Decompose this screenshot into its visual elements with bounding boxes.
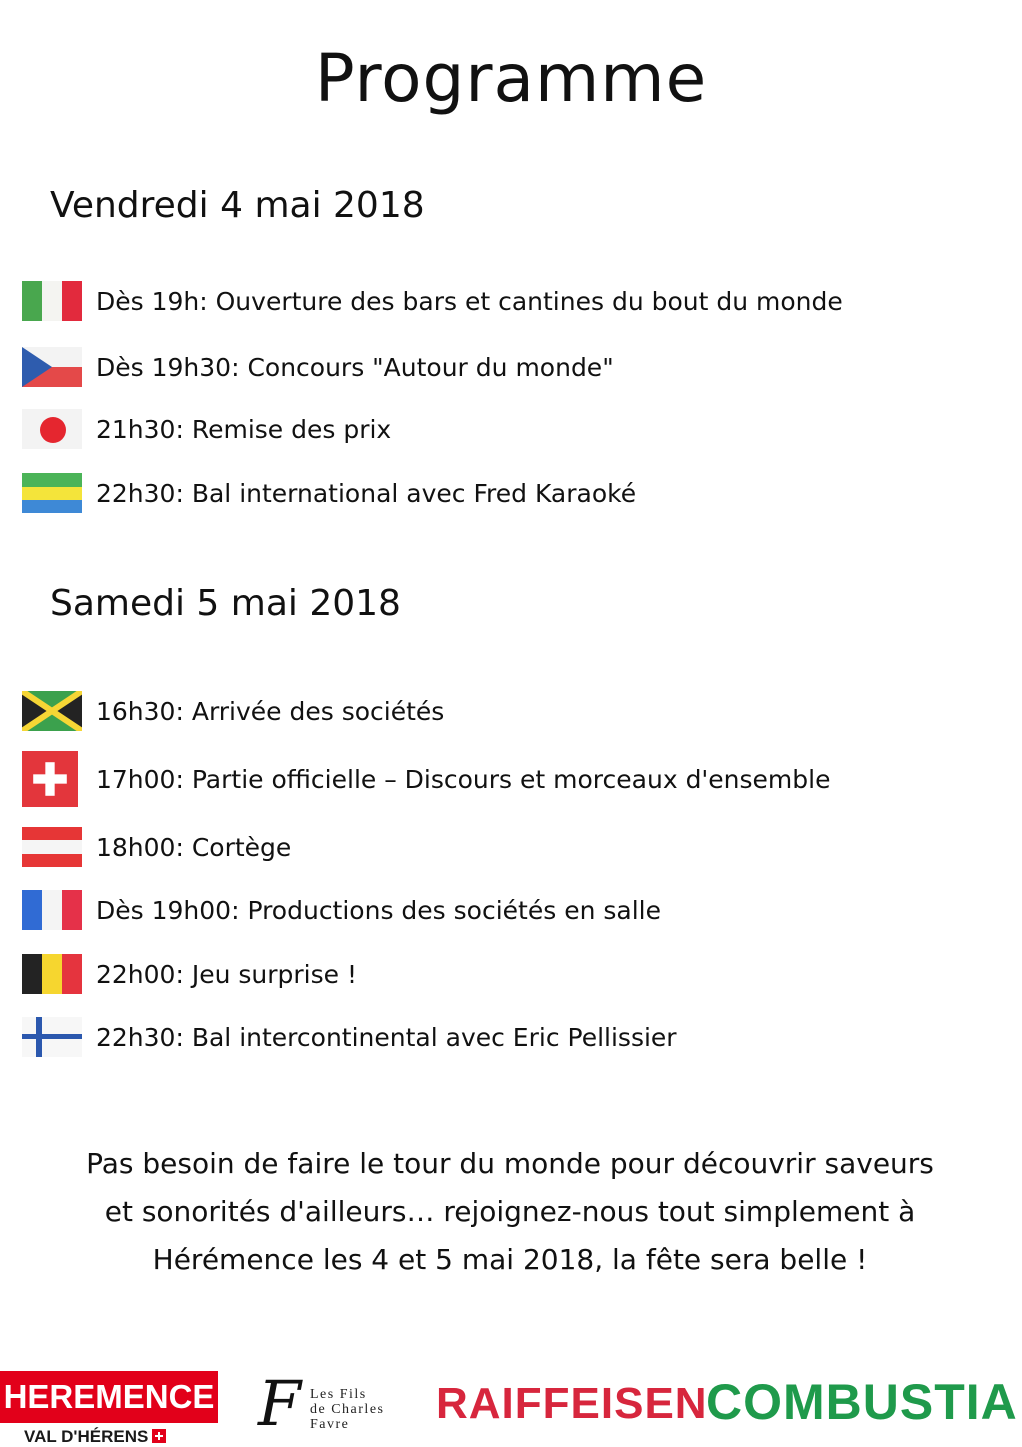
raiffeisen-logo: RAIFFEISEN — [436, 1379, 708, 1428]
day-heading-friday: Vendredi 4 mai 2018 — [50, 185, 425, 226]
finland-flag-icon — [22, 1017, 82, 1057]
sponsor-bar — [0, 1365, 1022, 1447]
heremence-logo: HEREMENCE — [0, 1371, 218, 1423]
event-text: 22h30: Bal international avec Fred Karaoké — [96, 478, 637, 508]
event-row — [22, 686, 444, 736]
favre-line: Favre — [310, 1417, 350, 1432]
favre-logo-initial: F — [258, 1367, 302, 1440]
heremence-subtitle-text: VAL D'HÉRENS — [24, 1427, 149, 1446]
austria-flag-icon — [22, 827, 82, 867]
favre-logo-text — [310, 1387, 384, 1432]
gabon-flag-icon — [22, 473, 82, 513]
event-text: Dès 19h30: Concours "Autour du monde" — [96, 352, 614, 382]
event-text: 18h00: Cortège — [96, 832, 292, 862]
favre-line: Les Fils — [310, 1387, 367, 1402]
heremence-subtitle — [24, 1427, 166, 1447]
event-text: Dès 19h00: Productions des sociétés en salle — [96, 895, 661, 925]
invitation-text — [60, 1140, 960, 1284]
day-heading-saturday: Samedi 5 mai 2018 — [50, 583, 401, 624]
event-row — [22, 468, 636, 518]
event-row — [22, 754, 831, 804]
france-flag-icon — [22, 890, 82, 930]
invitation-line: Pas besoin de faire le tour du monde pour découvrir saveurs — [86, 1147, 934, 1180]
event-row — [22, 404, 391, 454]
event-text: Dès 19h: Ouverture des bars et cantines du bout du monde — [96, 286, 843, 316]
event-row — [22, 1012, 677, 1062]
switzerland-flag-icon — [22, 751, 78, 807]
event-text: 21h30: Remise des prix — [96, 414, 392, 444]
invitation-line: et sonorités d'ailleurs… rejoignez-nous tout simplement à — [104, 1195, 916, 1228]
swiss-cross-icon — [152, 1429, 166, 1443]
jamaica-flag-icon — [22, 691, 82, 731]
belgium-flag-icon — [22, 954, 82, 994]
czech-flag-icon — [22, 347, 82, 387]
event-text: 22h30: Bal intercontinental avec Eric Pellissier — [96, 1022, 677, 1052]
event-text: 17h00: Partie officielle – Discours et morceaux d'ensemble — [96, 764, 831, 794]
combustia-logo: COMBUSTIA — [706, 1374, 1018, 1430]
favre-line: de Charles — [310, 1402, 385, 1417]
event-row — [22, 822, 291, 872]
invitation-line: Hérémence les 4 et 5 mai 2018, la fête sera belle ! — [152, 1243, 868, 1276]
event-row — [22, 949, 357, 999]
event-row — [22, 342, 614, 392]
event-text: 16h30: Arrivée des sociétés — [96, 696, 445, 726]
page-title: Programme — [314, 40, 708, 117]
event-row — [22, 885, 661, 935]
italy-flag-icon — [22, 281, 82, 321]
japan-flag-icon — [22, 409, 82, 449]
event-text: 22h00: Jeu surprise ! — [96, 959, 357, 989]
event-row — [22, 276, 843, 326]
